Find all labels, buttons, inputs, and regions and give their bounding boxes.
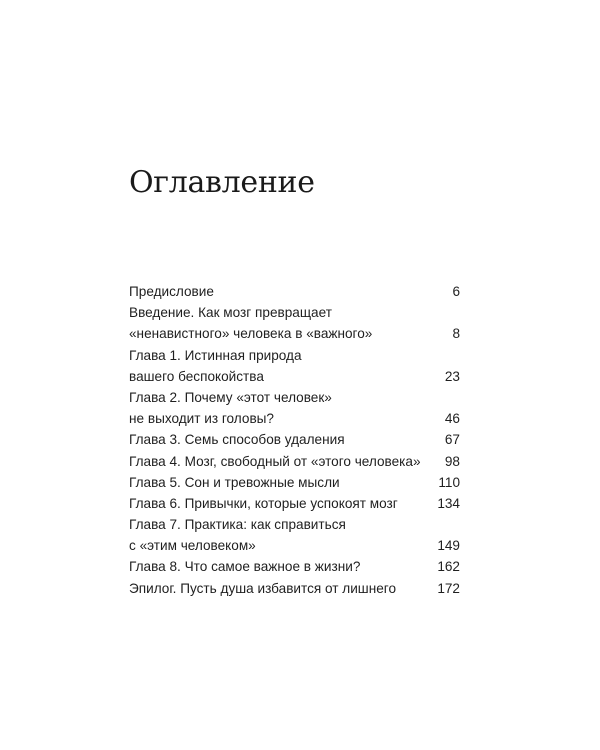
toc-entry[interactable] — [129, 578, 460, 599]
toc-line — [129, 429, 460, 450]
toc-entry-title: Глава 1. Истинная природа — [129, 347, 302, 363]
toc-entry-title: Глава 3. Семь способов удаления — [129, 432, 345, 448]
toc-page-number: 46 — [444, 411, 460, 427]
toc-entry-title: Глава 5. Сон и тревожные мысли — [129, 474, 340, 490]
toc-line — [129, 514, 460, 535]
toc-line — [129, 281, 460, 302]
toc-line — [129, 578, 460, 599]
toc-line — [129, 387, 460, 408]
toc-entry[interactable] — [129, 302, 460, 344]
toc-entry[interactable] — [129, 345, 460, 387]
toc-page-number: 67 — [444, 432, 460, 448]
toc-line — [129, 556, 460, 577]
toc-entry[interactable] — [129, 493, 460, 514]
toc-entry-title: Глава 2. Почему «этот человек» — [129, 389, 332, 405]
toc-entry-title: Глава 8. Что самое важное в жизни? — [129, 559, 361, 575]
toc-entry-title: Глава 6. Привычки, которые успокоят мозг — [129, 495, 398, 511]
toc-line — [129, 535, 460, 556]
toc-line — [129, 323, 460, 344]
toc-line — [129, 408, 460, 429]
toc-entry-title: с «этим человеком» — [129, 538, 256, 554]
toc-entry-title: Глава 4. Мозг, свободный от «этого человека» — [129, 453, 421, 469]
toc-line — [129, 493, 460, 514]
toc-entry-title: Введение. Как мозг превращает — [129, 305, 332, 321]
toc-line — [129, 302, 460, 323]
toc-entry[interactable] — [129, 472, 460, 493]
toc-entry[interactable] — [129, 387, 460, 429]
toc-entry-title: Эпилог. Пусть душа избавится от лишнего — [129, 580, 397, 596]
toc-line — [129, 345, 460, 366]
toc-entry[interactable] — [129, 429, 460, 450]
toc-page-number: 23 — [444, 368, 460, 384]
toc-page-number: 149 — [437, 538, 460, 554]
table-of-contents — [129, 281, 460, 599]
toc-entry-title: не выходит из головы? — [129, 411, 274, 427]
toc-page-number: 110 — [438, 474, 460, 490]
toc-page-number: 172 — [437, 580, 460, 596]
toc-entry-title: Глава 7. Практика: как справиться — [129, 517, 346, 533]
toc-entry[interactable] — [129, 281, 460, 302]
toc-line — [129, 451, 460, 472]
toc-entry[interactable] — [129, 556, 460, 577]
toc-entry[interactable] — [129, 451, 460, 472]
toc-line — [129, 472, 460, 493]
toc-page-number: 98 — [444, 453, 460, 469]
toc-page-number: 6 — [452, 284, 460, 299]
toc-page-number: 162 — [437, 559, 460, 575]
toc-page-number: 134 — [437, 495, 460, 511]
toc-entry-title: «ненавистного» человека в «важного» — [129, 326, 373, 342]
toc-entry[interactable] — [129, 514, 460, 556]
page-title: Оглавление — [129, 165, 315, 200]
toc-entry-title: вашего беспокойства — [129, 368, 264, 384]
toc-line — [129, 366, 460, 387]
toc-entry-title: Предисловие — [129, 284, 214, 299]
toc-page-number: 8 — [452, 326, 460, 342]
